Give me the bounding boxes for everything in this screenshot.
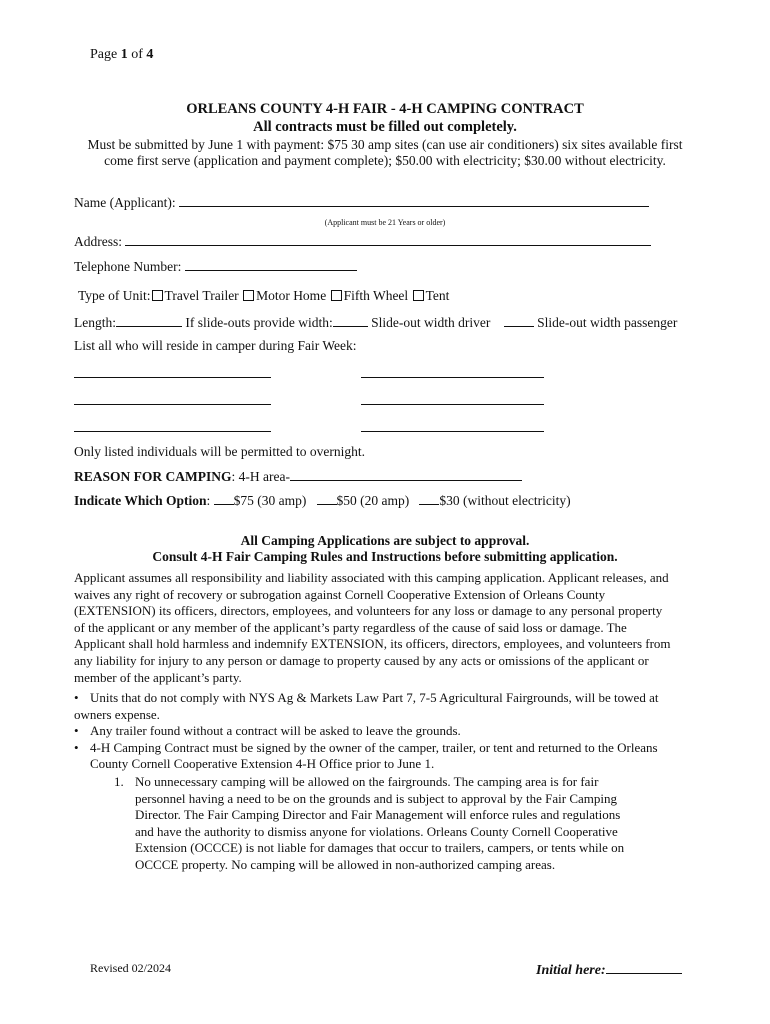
reason-input-line[interactable] xyxy=(290,468,522,481)
liability-paragraph xyxy=(74,570,714,686)
resident-line-4[interactable] xyxy=(361,404,544,405)
liability-line: Applicant assumes all responsibility and liability associated with this camping application. Applicant releases, and xyxy=(74,570,669,585)
initial-label: Initial here: xyxy=(536,963,606,978)
rule-line: personnel having a need to be on the grounds and is subject to approval by the Fair Camping xyxy=(135,790,617,806)
name-input-line[interactable] xyxy=(179,194,649,207)
only-listed-notice: Only listed individuals will be permitted to overnight. xyxy=(74,444,365,459)
bullet-dot-icon: • xyxy=(74,690,79,705)
option-30-label: $30 (without electricity) xyxy=(439,493,571,508)
page-number xyxy=(90,47,153,63)
liability-line: member of the applicant’s party. xyxy=(74,669,242,685)
document-title: ORLEANS COUNTY 4-H FAIR - 4-H CAMPING CONTRACT xyxy=(186,101,584,117)
telephone-label: Telephone Number: xyxy=(74,259,182,274)
applicant-age-note: (Applicant must be 21 Years or older) xyxy=(324,218,446,227)
document-subtitle: All contracts must be filled out completely. xyxy=(253,119,517,135)
revision-date: Revised 02/2024 xyxy=(90,961,171,975)
name-field xyxy=(74,194,649,211)
rule-line: No unnecessary camping will be allowed on the fairgrounds. The camping area is for fair xyxy=(135,774,599,789)
rule-line: OCCCE property. No camping will be allowed in non-authorized camping areas. xyxy=(135,856,556,872)
page-total: 4 xyxy=(146,47,154,62)
intro-line-1: Must be submitted by June 1 with payment: $75 30 amp sites (can use air conditioners) six sites available first xyxy=(87,137,683,152)
rule-line: and have the authority to dismiss anyone for violations. Orleans County Cornell Cooperative xyxy=(135,823,618,839)
resident-line-1[interactable] xyxy=(74,377,271,378)
bullet-item xyxy=(74,723,714,740)
bullet-dot-icon: • xyxy=(74,739,79,755)
option-50-input-line[interactable] xyxy=(317,492,337,505)
slideout-passenger-input-line[interactable] xyxy=(504,314,534,327)
liability-line: any liability for injury to any person or damage to property caused by any acts or omissions of the applicant or xyxy=(74,652,649,668)
initial-input-line[interactable] xyxy=(606,960,682,974)
bullet-line: 4-H Camping Contract must be signed by the owner of the camper, trailer, or tent and returned to the Orleans xyxy=(90,739,658,755)
bullet-item xyxy=(74,740,714,773)
reason-label: REASON FOR CAMPING xyxy=(74,469,232,484)
unit-type-label: Type of Unit: xyxy=(78,288,151,303)
bullet-line: County Cornell Cooperative Extension 4-H Office prior to June 1. xyxy=(90,756,435,772)
length-label: Length: xyxy=(74,315,116,330)
initial-field xyxy=(536,960,682,979)
rule-line: Extension (OCCCE) is not liable for damages that occur to trailers, campers, or tents while on xyxy=(135,840,625,856)
unit-type-field xyxy=(78,288,449,304)
telephone-input-line[interactable] xyxy=(185,258,357,271)
reason-field xyxy=(74,468,522,485)
option-label: Indicate Which Option xyxy=(74,493,207,508)
motor-home-checkbox[interactable] xyxy=(243,290,254,301)
rules-bullet-list xyxy=(74,690,714,773)
residents-label: List all who will reside in camper during Fair Week: xyxy=(74,338,357,353)
consult-rules-notice: Consult 4-H Fair Camping Rules and Instructions before submitting application. xyxy=(152,549,618,564)
resident-line-6[interactable] xyxy=(361,431,544,432)
numbered-rule-1 xyxy=(114,774,674,874)
travel-trailer-label: Travel Trailer xyxy=(164,288,239,303)
travel-trailer-checkbox[interactable] xyxy=(152,290,163,301)
slideout-width-input-line[interactable] xyxy=(333,314,368,327)
length-field xyxy=(74,314,677,331)
option-50-label: $50 (20 amp) xyxy=(336,493,410,508)
liability-line: Applicant shall hold harmless and indemnify EXTENSION, its officers, directors, employees, and volunteers from xyxy=(74,636,671,652)
fifth-wheel-checkbox[interactable] xyxy=(331,290,342,301)
bullet-item xyxy=(74,690,714,723)
page-current: 1 xyxy=(120,47,128,62)
liability-line: waives any right of recovery or subrogation against Cornell Cooperative Extension of Orleans County xyxy=(74,586,606,602)
motor-home-label: Motor Home xyxy=(256,288,327,303)
rule-line: Director. The Fair Camping Director and Fair Management will enforce rules and regulations xyxy=(135,807,621,823)
rule-number: 1. xyxy=(114,774,124,789)
address-input-line[interactable] xyxy=(125,233,651,246)
slideout-prompt: If slide-outs provide width: xyxy=(185,315,333,330)
slideout-driver-label: Slide-out width driver xyxy=(371,315,491,330)
option-field: Indicate Which Option: $75 (30 amp) $50 (20 amp) $30 (without electricity) xyxy=(74,493,571,508)
option-75-label: $75 (30 amp) xyxy=(233,493,307,508)
page-separator: of xyxy=(131,47,143,62)
bullet-line: Units that do not comply with NYS Ag & Markets Law Part 7, 7-5 Agricultural Fairgrounds, will be towed at xyxy=(90,690,659,705)
page-prefix: Page xyxy=(90,47,118,62)
liability-line: of the applicant or any member of the applicant’s party regardless of the cause of said loss or damage. The xyxy=(74,619,627,635)
rule-text xyxy=(114,774,674,874)
option-75-input-line[interactable] xyxy=(214,492,234,505)
liability-line: (EXTENSION) its officers, directors, employees, and volunteers for any loss or damage to any personal property xyxy=(74,603,663,619)
name-label: Name (Applicant): xyxy=(74,195,176,210)
fifth-wheel-label: Fifth Wheel xyxy=(343,288,409,303)
approval-notice: All Camping Applications are subject to approval. xyxy=(240,533,530,548)
tent-label: Tent xyxy=(425,288,450,303)
tent-checkbox[interactable] xyxy=(413,290,424,301)
intro-line-2: come first serve (application and payment complete); $50.00 with electricity; $30.00 without electricity. xyxy=(104,153,666,168)
resident-line-5[interactable] xyxy=(74,431,271,432)
option-30-input-line[interactable] xyxy=(419,492,439,505)
bullet-line: Any trailer found without a contract will be asked to leave the grounds. xyxy=(90,723,461,739)
telephone-field xyxy=(74,258,357,275)
reason-value: : 4-H area- xyxy=(231,469,290,484)
address-label: Address: xyxy=(74,234,122,249)
bullet-dot-icon: • xyxy=(74,723,79,739)
resident-line-3[interactable] xyxy=(74,404,271,405)
slideout-passenger-label: Slide-out width passenger xyxy=(537,315,678,330)
bullet-line: owners expense. xyxy=(74,706,160,722)
length-input-line[interactable] xyxy=(116,314,182,327)
address-field xyxy=(74,233,651,250)
resident-line-2[interactable] xyxy=(361,377,544,378)
